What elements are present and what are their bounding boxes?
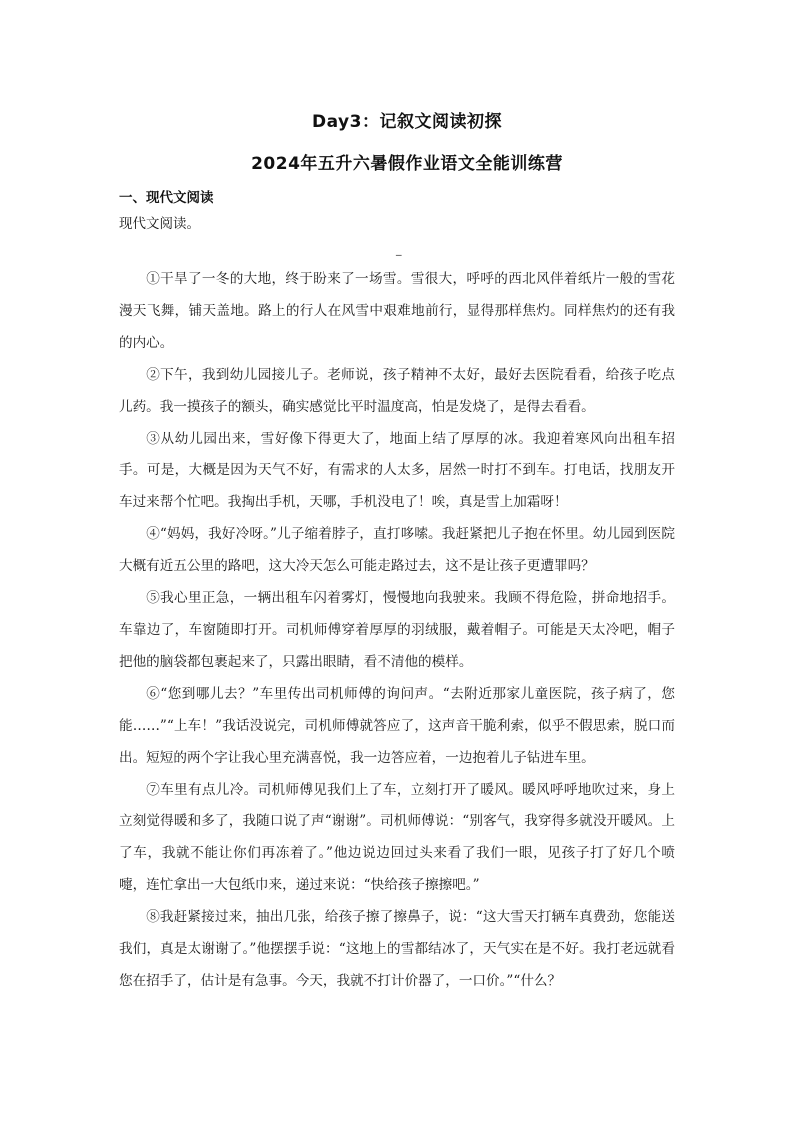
reading-passage	[119, 264, 675, 998]
paragraph-8: ⑧我赶紧接过来，抽出几张，给孩子擦了擦鼻子，说：“这大雪天打辆车真费劲，您能送我们，真是太谢谢了。”他摆摆手说：“这地上的雪都结冰了，天气实在是不好。我打老远就看您在招手了，估计是有急事。今天，我就不打计价器了，一口价。”“什么？	[119, 909, 675, 989]
paragraph-5: ⑤我心里正急，一辆出租车闪着雾灯，慢慢地向我驶来。我顾不得危险，拼命地招手。车靠边了，车窗随即打开。司机师傅穿着厚厚的羽绒服，戴着帽子。可能是天太冷吧，帽子把他的脑袋都包裹起来了，只露出眼睛，看不清他的模样。	[119, 590, 675, 670]
document-title: Day3：记叙文阅读初探	[312, 112, 502, 132]
section-heading: 一、现代文阅读	[119, 190, 214, 206]
document-subtitle: 2024年五升六暑假作业语文全能训练营	[251, 154, 563, 174]
paragraph-1: ①干旱了一冬的大地，终于盼来了一场雪。雪很大，呼呼的西北风伴着纸片一般的雪花漫天飞舞，铺天盖地。路上的行人在风雪中艰难地前行，显得那样焦灼。同样焦灼的还有我的内心。	[119, 271, 675, 351]
paragraph-3: ③从幼儿园出来，雪好像下得更大了，地面上结了厚厚的冰。我迎着寒风向出租车招手。可是，大概是因为天气不好，有需求的人太多，居然一时打不到车。打电话，找朋友开车过来帮个忙吧。我掏出手机，天哪，手机没电了！唉，真是雪上加霜呀！	[119, 430, 675, 511]
paragraph-6: ⑥“您到哪儿去？”车里传出司机师傅的询问声。“去附近那家儿童医院，孩子病了，您能……”“上车！”我话没说完，司机师傅就答应了，这声音干脆利索，似乎不假思索，脱口而出。短短的两个字让我心里充满喜悦，我一边答应着，一边抱着儿子钻进车里。	[119, 685, 675, 766]
paragraph-4: ④“妈妈，我好冷呀。”儿子缩着脖子，直打哆嗦。我赶紧把儿子抱在怀里。幼儿园到医院大概有近五公里的路吧，这大冷天怎么可能走路过去，这不是让孩子更遭罪吗？	[119, 526, 675, 575]
separator-mark: _	[396, 243, 402, 256]
paragraph-2: ②下午，我到幼儿园接儿子。老师说，孩子精神不太好，最好去医院看看，给孩子吃点儿药。我一摸孩子的额头，确实感觉比平时温度高，怕是发烧了，是得去看看。	[119, 366, 675, 415]
section-intro: 现代文阅读。	[119, 216, 200, 232]
paragraph-7: ⑦车里有点儿冷。司机师傅见我们上了车，立刻打开了暖风。暖风呼呼地吹过来，身上立刻觉得暖和多了，我随口说了声“谢谢”。司机师傅说：“别客气，我穿得多就没开暖风。上了车，我就不能让你们再冻着了。”他边说边回过头来看了我们一眼，见孩子打了好几个喷嚏，连忙拿出一大包纸巾来，递过来说：“快给孩子擦擦吧。”	[119, 781, 675, 894]
